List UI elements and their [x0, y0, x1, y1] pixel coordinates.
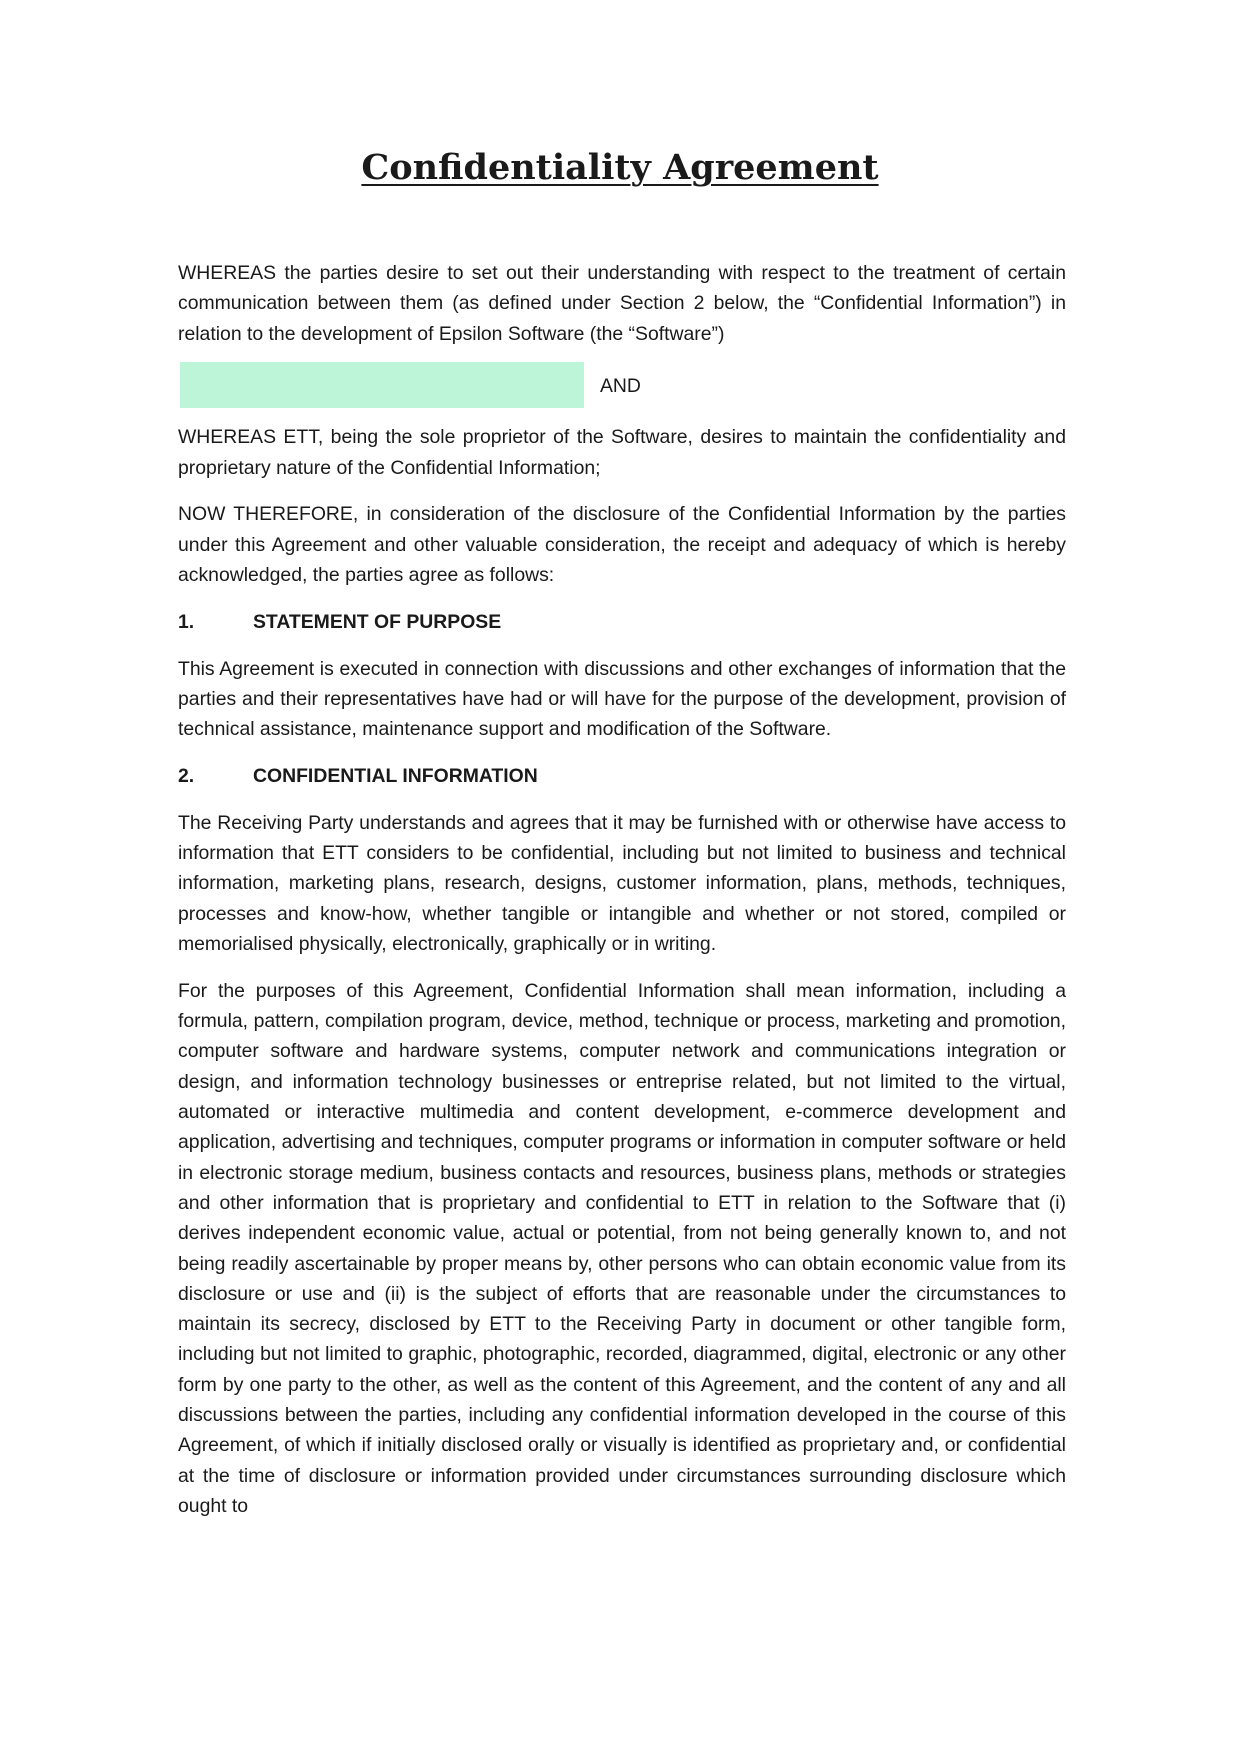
- section-2-paragraph-2: For the purposes of this Agreement, Confidential Information shall mean information, including a formula, pattern, compilation program, device, method, technique or process, marketing and promotion, computer software and hardware systems, computer network and communications integration or design, and information technology businesses or entreprise related, but not limited to the virtual, automated or interactive multimedia and content development, e-commerce development and application, advertising and techniques, computer programs or information in computer software or held in electronic storage medium, business contacts and resources, business plans, methods or strategies and other information that is proprietary and confidential to ETT in relation to the Software that (i) derives independent economic value, actual or potential, from not being generally known to, and not being readily ascertainable by proper means by, other persons who can obtain economic value from its disclosure or use and (ii) is the subject of efforts that are reasonable under the circumstances to maintain its secrecy, disclosed by ETT to the Receiving Party in document or other tangible form, including but not limited to graphic, photographic, recorded, diagrammed, digital, electronic or any other form by one party to the other, as well as the content of this Agreement, and the content of any and all discussions between the parties, including any confidential information developed in the course of this Agreement, of which if initially disclosed orally or visually is identified as proprietary and, or confidential at the time of disclosure or information provided under circumstances surrounding disclosure which ought to: [178, 979, 1066, 1517]
- section-1-title: STATEMENT OF PURPOSE: [253, 610, 502, 633]
- section-2-paragraph-1: The Receiving Party understands and agrees that it may be furnished with or otherwise have access to information that ETT considers to be confidential, including but not limited to business and technical information, marketing plans, research, designs, customer information, plans, methods, techniques, processes and know-how, whether tangible or intangible and whether or not stored, compiled or memorialised physically, electronically, graphically or in writing.: [178, 811, 1066, 956]
- party-line: [178, 362, 1066, 410]
- section-1-paragraph: This Agreement is executed in connection with discussions and other exchanges of information that the parties and their representatives have had or will have for the purpose of the development, provision of technical assistance, maintenance support and modification of the Software.: [178, 657, 1066, 741]
- and-label: AND: [600, 375, 641, 398]
- section-1-heading: [178, 607, 1066, 637]
- recital-now-therefore: NOW THEREFORE, in consideration of the disclosure of the Confidential Information by the parties under this Agreement and other valuable consideration, the receipt and adequacy of which is hereby acknowledged, the parties agree as follows:: [178, 503, 1066, 587]
- document-title: Confidentiality Agreement: [361, 147, 879, 188]
- redacted-party-name: [180, 362, 584, 408]
- document-body: [178, 258, 1066, 1538]
- section-2-number: 2.: [178, 765, 195, 788]
- recital-whereas-2: WHEREAS ETT, being the sole proprietor of the Software, desires to maintain the confidentiality and proprietary nature of the Confidential Information;: [178, 426, 1066, 479]
- section-2-heading: [178, 761, 1066, 791]
- section-2-title: CONFIDENTIAL INFORMATION: [253, 765, 538, 788]
- section-1-number: 1.: [178, 610, 195, 633]
- recital-whereas-1: WHEREAS the parties desire to set out their understanding with respect to the treatment of certain communication between them (as defined under Section 2 below, the “Confidential Information”) in relation to the development of Epsilon Software (the “Software”): [178, 262, 1066, 345]
